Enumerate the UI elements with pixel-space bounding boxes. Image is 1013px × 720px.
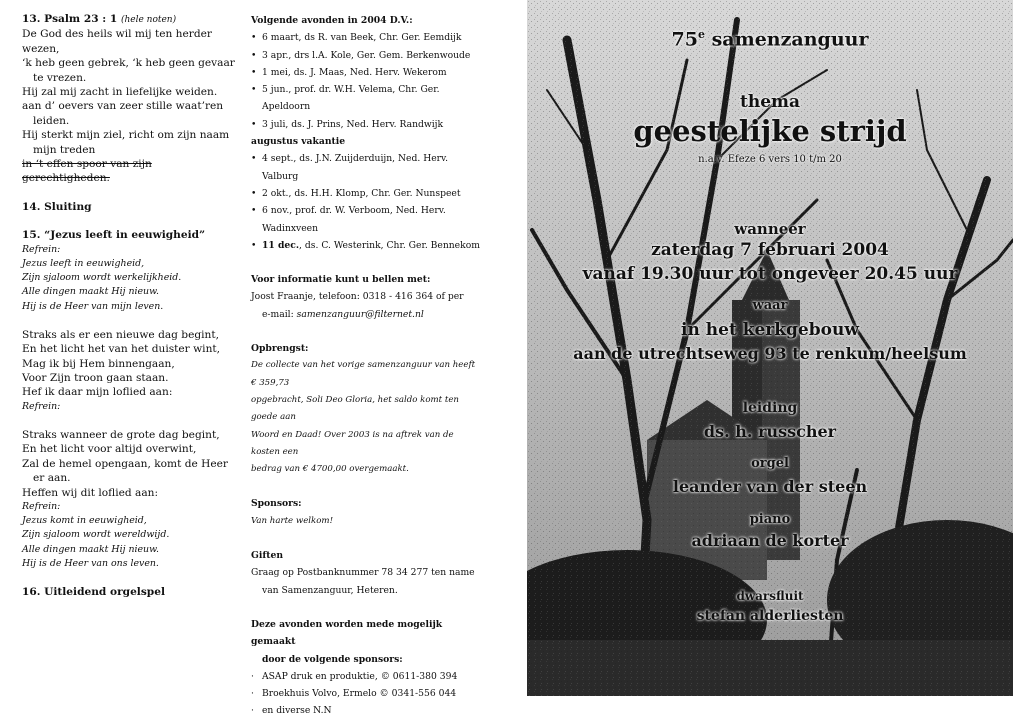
cover-photo-panel — [527, 0, 1013, 696]
evening-item — [251, 202, 483, 237]
refrein-line: Alle dingen maakt Hij nieuw. — [22, 543, 159, 555]
psalm-heading: 13. Psalm 23 : 1 (hele noten) — [22, 13, 177, 25]
verse-line: Zal de hemel opengaan, komt de Heer er aan. — [22, 457, 228, 485]
sponsors-made-possible-heading: Deze avonden worden mede mogelijk gemaakt — [251, 618, 443, 648]
psalm-line: Hij zal mij zacht in liefelijke weiden. — [22, 86, 218, 99]
verse-line: Heffen wij dit loflied aan: — [22, 486, 159, 499]
giften-line-2: van Samenzanguur, Heteren. — [262, 584, 398, 596]
refrein-label-2: Refrein: — [22, 400, 61, 412]
evening-text: , ds. C. Westerink, Chr. Ger. Bennekom — [299, 239, 480, 251]
refrein-line: Jezus leeft in eeuwigheid, — [22, 257, 145, 269]
info-column — [251, 12, 483, 720]
verse-line: En het licht het van het duister wint, — [22, 343, 221, 356]
evenings-list-2 — [251, 150, 483, 254]
piano-label: piano — [749, 512, 791, 527]
dwarsfluit-label: dwarsfluit — [736, 589, 804, 603]
evening-item: • 1 mei, ds. J. Maas, Ned. Herv. Wekerom — [251, 64, 483, 81]
venue-line-2: aan de utrechtseweg 93 te renkum/heelsum — [573, 344, 967, 363]
orgel-label: orgel — [751, 456, 789, 471]
verse-2 — [22, 428, 237, 500]
info-heading: Voor informatie kunt u bellen met: — [251, 274, 431, 286]
psalm-line: Hij sterkt mijn ziel, richt om zijn naam mijn treden — [22, 129, 230, 156]
refrein-1 — [22, 257, 237, 314]
verse-line: Mag ik bij Hem binnengaan, — [22, 357, 175, 370]
psalm-lines — [22, 27, 237, 185]
opbrengst-line: opgebracht, Soli Deo Gloria, het saldo komt ten goede aan — [251, 394, 459, 423]
verse-1 — [22, 328, 237, 400]
evening-item — [251, 150, 483, 185]
venue-line-1: in het kerkgebouw — [681, 320, 859, 340]
opbrengst-line: Woord en Daad! Over 2003 is na aftrek van de kosten een — [251, 429, 454, 457]
sponsors-text: Van harte welkom! — [251, 515, 334, 526]
sponsor-list — [251, 668, 483, 720]
psalm-line: in ‘t effen spoor van zijn gerechtigheden. — [22, 158, 152, 185]
evening-item — [251, 185, 483, 202]
giften-heading: Giften — [251, 550, 284, 562]
leiding-label: leiding — [742, 400, 798, 416]
verse-line: En het licht voor altijd overwint, — [22, 443, 197, 456]
thema-label: thema — [739, 92, 801, 112]
evening-text: 4 sept., ds. J.N. Zuijderduijn, Ned. Herv. Valburg — [262, 153, 449, 182]
evening-item: • 3 juli, ds. J. Prins, Ned. Herv. Randwijk — [251, 116, 483, 133]
evening-item: • 3 apr., drs l.A. Kole, Ger. Gem. Berkenwoude — [251, 47, 483, 64]
item-sluiting: 14. Sluiting — [22, 200, 92, 213]
organist-name: leander van der steen — [672, 477, 868, 496]
verse-line: Straks als er een nieuwe dag begint, — [22, 328, 219, 341]
refrein-line: Zijn sjaloom wordt wereldwijd. — [22, 529, 170, 541]
opbrengst-line: De collecte van het vorige samenzanguur van heeft € 359,73 — [251, 360, 476, 388]
sponsor-item: · ASAP druk en produktie, © 0611-380 394 — [251, 668, 483, 685]
item-orgelspel: 16. Uitleidend orgelspel — [22, 585, 165, 598]
refrein-line: Hij is de Heer van ons leven. — [22, 557, 159, 569]
event-date: zaterdag 7 februari 2004 — [651, 240, 889, 260]
opbrengst-text — [251, 357, 483, 478]
verse-line: Hef ik daar mijn loflied aan: — [22, 386, 173, 399]
opbrengst-line: bedrag van € 4700,00 overgemaakt. — [251, 464, 409, 475]
evening-item: • 5 jun., prof. dr. W.H. Velema, Chr. Ger. Apeldoorn — [251, 81, 483, 116]
info-email-line: e-mail: samenzanguur@filternet.nl — [262, 308, 424, 320]
pianist-name: adriaan de korter — [691, 531, 849, 550]
sponsors-heading: Sponsors: — [251, 498, 302, 510]
refrein-line: Alle dingen maakt Hij nieuw. — [22, 286, 159, 298]
leader-name: ds. h. russcher — [703, 422, 837, 441]
info-phone: Joost Fraanje, telefoon: 0318 - 416 364 of per — [251, 291, 464, 303]
psalm-line: aan d’ oevers van zeer stille waat’ren leiden. — [22, 100, 224, 127]
refrein-label-3: Refrein: — [22, 500, 61, 512]
evening-item — [251, 237, 483, 254]
refrein-2 — [22, 514, 237, 571]
opbrengst-heading: Opbrengst: — [251, 343, 309, 355]
vacation-note: augustus vakantie — [251, 136, 346, 148]
sponsor-item: · Broekhuis Volvo, Ermelo © 0341-556 044 — [251, 685, 483, 702]
theme-title: geestelijke strijd — [633, 114, 907, 148]
psalm-line: De God des heils wil mij ten herder wezen, — [22, 28, 212, 55]
verse-line: Straks wanneer de grote dag begint, — [22, 428, 220, 441]
evening-text: 2 okt., ds. H.H. Klomp, Chr. Ger. Nunspeet — [262, 187, 461, 199]
refrein-line: Jezus komt in eeuwigheid, — [22, 515, 147, 527]
sponsor-item: · en diverse N.N — [251, 702, 483, 719]
flutist-name: stefan alderliesten — [696, 608, 844, 624]
refrein-line: Hij is de Heer van mijn leven. — [22, 300, 164, 312]
wanneer-label: wanneer — [734, 220, 806, 238]
event-time: vanaf 19.30 uur tot ongeveer 20.45 uur — [582, 264, 958, 284]
evening-date-bold: 11 dec. — [262, 239, 300, 251]
evenings-list — [251, 29, 483, 133]
evenings-heading: Volgende avonden in 2004 D.V.: — [251, 15, 413, 26]
sponsors-made-possible-heading-2: door de volgende sponsors: — [262, 653, 403, 665]
waar-label: waar — [752, 298, 788, 313]
theme-subtitle: n.a.v. Efeze 6 vers 10 t/m 20 — [698, 154, 842, 165]
psalm-line: ‘k heb geen gebrek, ‘k heb geen gevaar te vrezen. — [22, 57, 235, 84]
refrein-label: Refrein: — [22, 243, 61, 255]
verse-line: Voor Zijn troon gaan staan. — [22, 371, 169, 384]
evening-text: 6 nov., prof. dr. W. Verboom, Ned. Herv. Wadinxveen — [262, 205, 446, 234]
info-email[interactable]: samenzanguur@filternet.nl — [296, 308, 424, 320]
order-of-service-column — [22, 12, 237, 599]
edition-title: 75e samenzanguur — [671, 28, 869, 51]
giften-line-1: Graag op Postbanknummer 78 34 277 ten name — [251, 567, 475, 579]
refrein-line: Zijn sjaloom wordt werkelijkheid. — [22, 272, 182, 284]
evening-item: • 6 maart, ds R. van Beek, Chr. Ger. Eemdijk — [251, 29, 483, 46]
song-heading: 15. “Jezus leeft in eeuwigheid” — [22, 229, 206, 242]
